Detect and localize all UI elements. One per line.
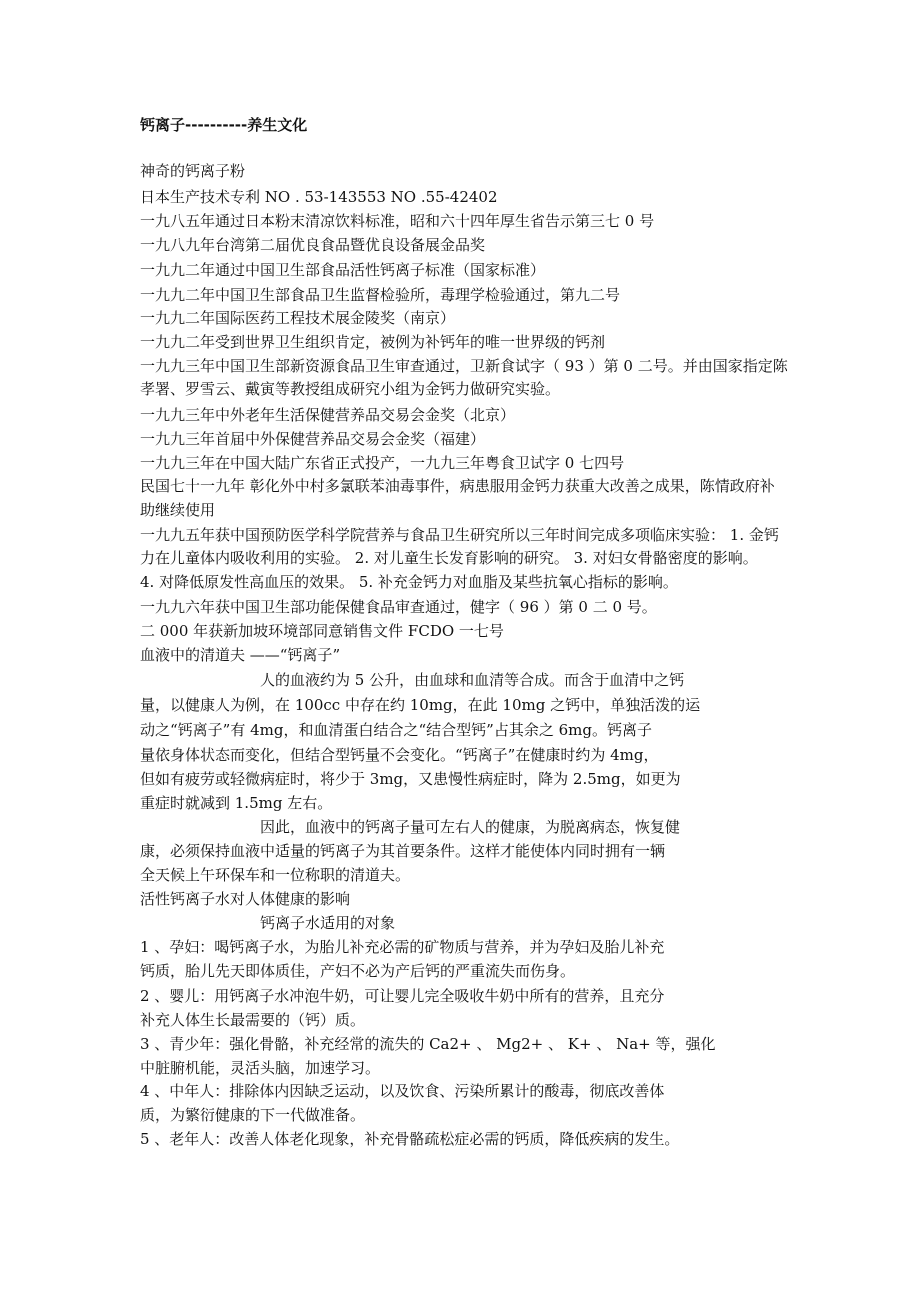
text-line: 重症时就减到 1.5mg 左右。 bbox=[140, 794, 333, 812]
text-line: 一九八五年通过日本粉末清凉饮料标准，昭和六十四年厚生省告示第三七 0 号 bbox=[140, 212, 655, 230]
text-line: 力在儿童体内吸收利用的实验。 2. 对儿童生长发育影响的研究。 3. 对妇女骨骼密度的影响。 bbox=[140, 549, 758, 567]
text-line: 一九九三年中外老年生活保健营养品交易会金奖（北京） bbox=[140, 406, 516, 424]
text-line: 助继续使用 bbox=[140, 501, 216, 519]
text-line: 量，以健康人为例，在 100cc 中存在约 10mg，在此 10mg 之钙中，单独活泼的运 bbox=[140, 696, 701, 714]
section-heading: 血液中的清道夫 ——“钙离子” bbox=[140, 646, 341, 664]
list-item-continued: 补充人体生长最需要的（钙）质。 bbox=[140, 1011, 366, 1029]
text-line: 一九九六年获中国卫生部功能保健食品审查通过，健字（ 96 ）第 0 二 0 号。 bbox=[140, 598, 657, 616]
text-line: 因此，血液中的钙离子量可左右人的健康，为脱离病态，恢复健 bbox=[260, 818, 681, 836]
text-line: 民国七十一九年 彰化外中村多氯联苯油毒事件，病患服用金钙力获重大改善之成果，陈情政府补 bbox=[140, 477, 775, 495]
list-item: 2 、婴儿：用钙离子水冲泡牛奶，可让婴儿完全吸收牛奶中所有的营养，且充分 bbox=[140, 987, 665, 1005]
section-heading: 活性钙离子水对人体健康的影响 bbox=[140, 890, 351, 908]
list-item-continued: 钙质，胎儿先天即体质佳，产妇不必为产后钙的严重流失而伤身。 bbox=[140, 962, 576, 980]
list-item-continued: 质，为繁衍健康的下一代做准备。 bbox=[140, 1106, 366, 1124]
list-item: 1 、孕妇：喝钙离子水，为胎儿补充必需的矿物质与营养，并为孕妇及胎儿补充 bbox=[140, 938, 665, 956]
text-line: 动之“钙离子”有 4mg，和血清蛋白结合之“结合型钙”占其余之 6mg。钙离子 bbox=[140, 721, 652, 739]
list-item: 4 、中年人：排除体内因缺乏运动，以及饮食、污染所累计的酸毒，彻底改善体 bbox=[140, 1082, 665, 1100]
text-line: 量依身体状态而变化，但结合型钙量不会变化。“钙离子”在健康时约为 4mg， bbox=[140, 746, 659, 764]
list-item: 3 、青少年：强化骨骼，补充经常的流失的 Ca2+ 、 Mg2+ 、 K+ 、 Na+ 等，强化 bbox=[140, 1035, 716, 1053]
text-line: 一九九二年通过中国卫生部食品活性钙离子标准（国家标准） bbox=[140, 261, 546, 279]
text-line: 全天候上午环保车和一位称职的清道夫。 bbox=[140, 866, 411, 884]
text-line: 日本生产技术专利 NO . 53-143553 NO .55-42402 bbox=[140, 188, 498, 206]
text-line: 人的血液约为 5 公升，由血球和血清等合成。而含于血清中之钙 bbox=[260, 671, 685, 689]
text-line: 一九九二年中国卫生部食品卫生监督检验所，毒理学检验通过，第九二号 bbox=[140, 286, 621, 304]
text-line: 康，必须保持血液中适量的钙离子为其首要条件。这样才能使体内同时拥有一辆 bbox=[140, 842, 666, 860]
text-line: 一九九二年国际医药工程技术展金陵奖（南京） bbox=[140, 309, 456, 327]
text-line: 一九九二年受到世界卫生组织肯定，被例为补钙年的唯一世界级的钙剂 bbox=[140, 333, 606, 351]
text-line: 一九九三年在中国大陆广东省正式投产，一九九三年粤食卫试字 0 七四号 bbox=[140, 454, 625, 472]
list-item: 5 、老年人：改善人体老化现象，补充骨骼疏松症必需的钙质，降低疾病的发生。 bbox=[140, 1130, 680, 1148]
text-line: 一九八九年台湾第二届优良食品暨优良设备展金品奖 bbox=[140, 236, 486, 254]
text-line: 4. 对降低原发性高血压的效果。 5. 补充金钙力对血脂及某些抗氧心指标的影响。 bbox=[140, 573, 678, 591]
text-line: 一九九三年中国卫生部新资源食品卫生审查通过，卫新食试字（ 93 ）第 0 二号。并由国家指定陈 bbox=[140, 357, 788, 375]
subsection-heading: 钙离子水适用的对象 bbox=[260, 914, 396, 932]
list-item-continued: 中脏腑机能，灵活头脑，加速学习。 bbox=[140, 1059, 381, 1077]
text-line: 孝署、罗雪云、戴寅等教授组成研究小组为金钙力做研究实验。 bbox=[140, 380, 561, 398]
text-line: 神奇的钙离子粉 bbox=[140, 162, 246, 180]
text-line: 一九九三年首届中外保健营养品交易会金奖（福建） bbox=[140, 430, 486, 448]
text-line: 但如有疲劳或轻微病症时，将少于 3mg，又患慢性病症时，降为 2.5mg，如更为 bbox=[140, 770, 681, 788]
text-line: 一九九五年获中国预防医学科学院营养与食品卫生研究所以三年时间完成多项临床实验： 1. 金钙 bbox=[140, 526, 779, 544]
text-line: 二 000 年获新加坡环境部同意销售文件 FCDO 一七号 bbox=[140, 622, 504, 640]
document-title: 钙离子----------养生文化 bbox=[140, 116, 308, 134]
